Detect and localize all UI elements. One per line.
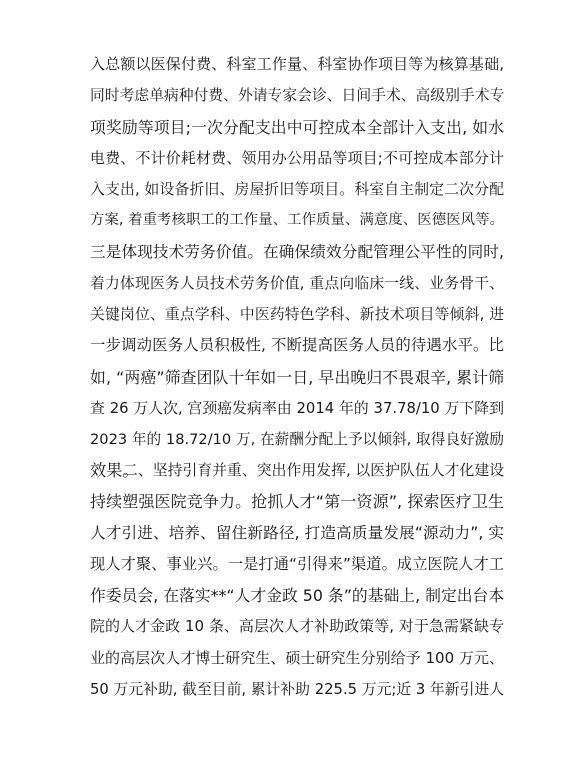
text-line: 项奖励等项目;一次分配支出中可控成本全部计入支出, 如水 [90,117,504,137]
paragraph-1 [90,49,504,487]
text-line: 着力体现医务人员技术劳务价值, 重点向临床一线、业务骨干、 [90,274,504,292]
text-line: 2023 年的 18.72/10 万, 在薪酬分配上予以倾斜, 取得良好激励 [90,431,504,448]
text-line: 查 26 万人次, 宫颈癌发病率由 2014 年的 37.78/10 万下降到 [90,399,504,417]
text-line: 如, “两癌”筛查团队十年如一日, 早出晚归不畏艰辛, 累计筛 [90,367,504,387]
text-line: 电费、不计价耗材费、领用办公用品等项目;不可控成本部分计 [90,148,504,167]
paragraph-2 [90,455,504,705]
text-line: 持续塑强医院竞争力。抢抓人才“第一资源”, 探索医疗卫生 [90,492,504,512]
text-line: 现人才聚、事业兴。一是打通“引得来”渠道。成立医院人才工 [90,554,504,573]
text-line: 效果。 [90,461,139,481]
text-line: 院的人才金政 10 条、高层次人才补助政策等, 对于急需紧缺专 [90,617,504,636]
text-line: 一步调动医务人员积极性, 不断提高医务人员的待遇水平。比 [90,336,504,355]
text-line: 入总额以医保付费、科室工作量、科室协作项目等为核算基础, [90,55,504,73]
text-line: 人才引进、培养、留住新路径, 打造高质量发展“源动力”, 实 [90,523,504,542]
text-line: 关键岗位、重点学科、中医药特色学科、新技术项目等倾斜, 进 [90,306,504,323]
text-line: 业的高层次人才博士研究生、硕士研究生分别给予 100 万元、 [90,648,504,667]
text-line: 三是体现技术劳务价值。在确保绩效分配管理公平性的同时, [90,242,504,261]
text-line: 方案, 着重考核职工的工作量、工作质量、满意度、医德医风等。 [90,212,504,229]
text-line: 二、坚持引育并重、突出作用发挥, 以医护队伍人才化建设 [123,462,504,479]
text-line: 作委员会, 在落实**“人才金政 50 条”的基础上, 制定出台本 [90,586,504,605]
text-line: 50 万元补助, 截至目前, 累计补助 225.5 万元;近 3 年新引进人 [90,680,504,698]
text-line: 同时考虑单病种付费、外请专家会诊、日间手术、高级别手术专 [90,87,504,105]
text-line: 入支出, 如设备折旧、房屋折旧等项目。科室自主制定二次分配 [90,181,504,198]
